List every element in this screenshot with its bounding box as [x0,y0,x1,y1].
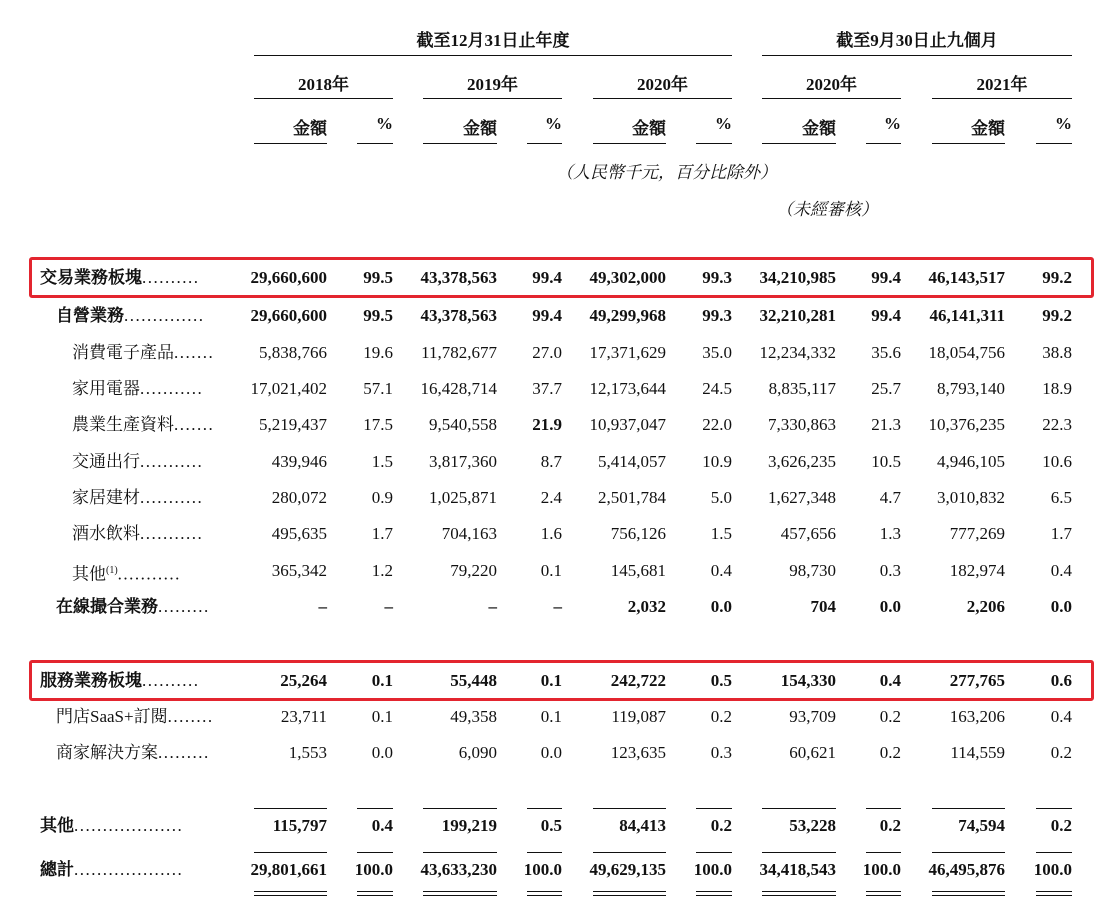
percent-cell: 10.9 [702,452,732,471]
percent-cell: 1.3 [879,524,901,543]
percent-cell: 1.7 [371,524,393,543]
percent-cell: 0.4 [1050,561,1072,580]
total-double-rule [423,891,497,896]
header-amount-label: 金額 [293,119,327,138]
total-rule [254,808,327,809]
header-percent-rule [696,143,732,144]
amount-cell: 49,299,968 [589,306,666,325]
amount-cell: 3,010,832 [937,488,1005,507]
amount-cell: 495,635 [271,524,327,543]
percent-cell: 0.0 [1050,597,1072,616]
amount-cell: 199,219 [441,816,497,835]
row-label-text: 商家解決方案 [56,743,158,762]
leader-dots: ........... [117,564,181,584]
percent-cell: 0.2 [1050,816,1072,835]
amount-cell: 93,709 [789,707,836,726]
amount-cell: 3,626,235 [768,452,836,471]
total-double-rule [696,891,732,896]
percent-cell: 0.1 [371,707,393,726]
percent-cell: 0.9 [371,488,393,507]
amount-cell: 43,378,563 [420,306,497,325]
header-amount-label: 金額 [971,119,1005,138]
percent-cell: 0.0 [371,743,393,762]
percent-cell: 35.0 [702,343,732,362]
leader-dots: ....... [174,343,215,362]
percent-cell: 0.0 [879,597,901,616]
amount-cell: 119,087 [611,707,666,726]
row-label-text: 農業生產資料 [72,415,174,434]
row-label [72,338,214,368]
leader-dots: ........... [140,524,204,543]
year-rule-2018 [254,98,393,99]
percent-cell: 6.5 [1050,488,1072,507]
amount-cell: 32,210,281 [759,306,836,325]
percent-cell: 0.2 [1050,743,1072,762]
percent-cell: 2.4 [540,488,562,507]
highlight-box [29,660,1094,701]
percent-cell: 0.2 [879,743,901,762]
row-label [56,738,210,768]
percent-cell: 0.2 [879,816,901,835]
amount-cell: 439,946 [271,452,327,471]
amount-cell: 182,974 [949,561,1005,580]
amount-cell: 49,358 [450,707,497,726]
percent-cell: 19.6 [363,343,393,362]
percent-cell: 10.6 [1042,452,1072,471]
leader-dots: ......... [158,597,210,616]
percent-cell: 99.2 [1042,268,1072,287]
percent-cell: 99.3 [702,306,732,325]
amount-cell: 163,206 [949,707,1005,726]
amount-cell: 43,378,563 [420,268,497,287]
row-label [72,519,203,549]
percent-cell: 21.9 [532,415,562,434]
total-top-rule [932,852,1005,853]
percent-cell: 0.3 [710,743,732,762]
percent-cell: 0.5 [710,671,732,690]
row-label [72,483,203,513]
amount-cell: 43,633,230 [420,860,497,879]
percent-cell: – [384,597,393,616]
percent-cell: 1.5 [371,452,393,471]
total-top-rule [762,852,836,853]
amount-cell: 4,946,105 [937,452,1005,471]
header-amount-rule [932,143,1005,144]
amount-cell: 46,143,517 [928,268,1005,287]
total-rule [866,808,901,809]
table-row [0,338,1103,368]
percent-cell: 1.5 [710,524,732,543]
percent-cell: 0.1 [540,561,562,580]
total-top-rule [423,852,497,853]
table-row [0,519,1103,549]
percent-cell: 0.4 [879,671,901,690]
amount-cell: 17,371,629 [589,343,666,362]
row-label-text: 在線撮合業務 [56,597,158,616]
percent-cell: 24.5 [702,379,732,398]
header-group-nine-months: 截至9月30日止九個月 [836,31,998,50]
amount-cell: 10,376,235 [928,415,1005,434]
amount-cell: 29,660,600 [250,268,327,287]
unit-note: （人民幣千元，百分比除外） [556,163,777,182]
amount-cell: 55,448 [450,671,497,690]
percent-cell: 0.5 [540,816,562,835]
total-double-rule [254,891,327,896]
total-rule [932,808,1005,809]
total-double-rule [1036,891,1072,896]
percent-cell: 0.2 [879,707,901,726]
header-amount-label: 金額 [632,119,666,138]
amount-cell: 11,782,677 [421,343,497,362]
total-top-rule [527,852,562,853]
amount-cell: 29,801,661 [250,860,327,879]
amount-cell: 34,418,543 [759,860,836,879]
amount-cell: 756,126 [610,524,666,543]
amount-cell: 79,220 [450,561,497,580]
percent-cell: 99.2 [1042,306,1072,325]
amount-cell: 1,025,871 [429,488,497,507]
row-label-text: 門店SaaS+訂閱 [56,707,168,726]
amount-cell: 7,330,863 [768,415,836,434]
amount-cell: 98,730 [789,561,836,580]
header-percent-label: % [715,114,732,133]
amount-cell: 34,210,985 [759,268,836,287]
row-label [72,447,203,477]
table-row [0,447,1103,477]
header-percent-rule [866,143,901,144]
table-row [0,483,1103,513]
percent-cell: 1.6 [540,524,562,543]
percent-cell: 99.4 [532,306,562,325]
year-rule-2019 [423,98,562,99]
amount-cell: 8,835,117 [768,379,836,398]
amount-cell: 53,228 [789,816,836,835]
amount-cell: 9,540,558 [429,415,497,434]
leader-dots: ................... [74,860,184,879]
highlight-box [29,257,1094,298]
amount-cell: 114,559 [950,743,1005,762]
amount-cell: 280,072 [271,488,327,507]
percent-cell: 0.1 [540,671,562,690]
amount-cell: 277,765 [949,671,1005,690]
percent-cell: 0.0 [540,743,562,762]
total-top-rule [357,852,393,853]
amount-cell: 18,054,756 [928,343,1005,362]
row-label [56,592,210,622]
header-amount-label: 金額 [802,119,836,138]
header-group-annual-rule [254,55,732,56]
row-label-text: 酒水飲料 [72,524,140,543]
table-row [0,410,1103,440]
amount-cell: 12,234,332 [759,343,836,362]
total-rule [762,808,836,809]
percent-cell: 100.0 [354,860,393,879]
total-rule [696,808,732,809]
amount-cell: 46,141,311 [929,306,1005,325]
percent-cell: 35.6 [871,343,901,362]
percent-cell: 0.4 [371,816,393,835]
percent-cell: 0.4 [1050,707,1072,726]
row-label-text: 交易業務板塊 [40,268,142,287]
leader-dots: .............. [124,306,205,325]
header-group-nine-months-rule [762,55,1072,56]
percent-cell: 27.0 [532,343,562,362]
amount-cell: 6,090 [458,743,497,762]
amount-cell: 242,722 [610,671,666,690]
percent-cell: 0.2 [710,816,732,835]
header-percent-label: % [1055,114,1072,133]
header-amount-rule [423,143,497,144]
leader-dots: ........... [140,379,204,398]
footnote-marker: (1) [106,565,118,576]
percent-cell: 37.7 [532,379,562,398]
header-amount-label: 金額 [463,119,497,138]
total-double-rule [932,891,1005,896]
header-year-2021-nine-months: 2021年 [976,75,1028,94]
row-label [72,410,214,440]
percent-cell: 99.3 [702,268,732,287]
amount-cell: 123,635 [610,743,666,762]
amount-cell: 84,413 [619,816,666,835]
amount-cell: – [488,597,497,616]
amount-cell: 46,495,876 [928,860,1005,879]
amount-cell: 704 [810,597,836,616]
header-year-2020: 2020年 [637,75,688,94]
row-label-text: 服務業務板塊 [40,671,142,690]
year-rule-2020-nine [762,98,901,99]
amount-cell: – [318,597,327,616]
amount-cell: 115,797 [272,816,327,835]
amount-cell: 74,594 [958,816,1005,835]
amount-cell: 25,264 [280,671,327,690]
percent-cell: 5.0 [710,488,732,507]
header-percent-rule [527,143,562,144]
percent-cell: 0.4 [710,561,732,580]
header-year-2020-nine-months: 2020年 [806,75,857,94]
total-double-rule [762,891,836,896]
row-label-text: 自營業務 [56,306,124,325]
percent-cell: 10.5 [871,452,901,471]
header-group-annual: 截至12月31日止年度 [416,31,570,50]
row-label-text: 交通出行 [72,452,140,471]
amount-cell: 3,817,360 [429,452,497,471]
percent-cell: 0.6 [1050,671,1072,690]
amount-cell: 704,163 [441,524,497,543]
percent-cell: 100.0 [523,860,562,879]
total-rule [527,808,562,809]
percent-cell: 100.0 [862,860,901,879]
amount-cell: 29,660,600 [250,306,327,325]
row-label-text: 消費電子產品 [72,343,174,362]
percent-cell: 99.4 [871,306,901,325]
row-label [72,556,181,590]
leader-dots: .......... [142,671,200,690]
amount-cell: 777,269 [949,524,1005,543]
table-row [0,702,1103,732]
table-row [0,556,1103,586]
year-rule-2020 [593,98,732,99]
amount-cell: 5,838,766 [259,343,327,362]
amount-cell: 10,937,047 [589,415,666,434]
table-row [0,592,1103,622]
amount-cell: 23,711 [280,707,327,726]
total-double-rule [593,891,666,896]
amount-cell: 365,342 [271,561,327,580]
row-label [56,702,214,732]
amount-cell: 60,621 [789,743,836,762]
total-top-rule [1036,852,1072,853]
amount-cell: 12,173,644 [589,379,666,398]
leader-dots: .......... [142,268,200,287]
table-row [0,301,1103,331]
total-rule [423,808,497,809]
total-double-rule [527,891,562,896]
amount-cell: 1,553 [288,743,327,762]
percent-cell: 99.5 [363,268,393,287]
header-percent-rule [357,143,393,144]
percent-cell: 99.5 [363,306,393,325]
header-percent-label: % [376,114,393,133]
leader-dots: ........ [167,707,214,726]
header-percent-label: % [884,114,901,133]
unaudited-note: （未經審核） [776,200,878,219]
percent-cell: 25.7 [871,379,901,398]
leader-dots: ....... [174,415,215,434]
percent-cell: 18.9 [1042,379,1072,398]
leader-dots: ................... [74,816,184,835]
header-year-2019: 2019年 [467,75,518,94]
amount-cell: 145,681 [610,561,666,580]
amount-cell: 16,428,714 [420,379,497,398]
header-percent-label: % [545,114,562,133]
amount-cell: 49,302,000 [589,268,666,287]
row-label [72,374,203,404]
percent-cell: 1.2 [371,561,393,580]
total-double-rule [357,891,393,896]
percent-cell: 100.0 [693,860,732,879]
amount-cell: 49,629,135 [589,860,666,879]
table-row [0,738,1103,768]
amount-cell: 5,414,057 [598,452,666,471]
row-label-text: 家用電器 [72,379,140,398]
amount-cell: 1,627,348 [768,488,836,507]
percent-cell: 22.3 [1042,415,1072,434]
leader-dots: ........... [140,452,204,471]
amount-cell: 8,793,140 [937,379,1005,398]
total-rule [357,808,393,809]
percent-cell: 100.0 [1033,860,1072,879]
year-rule-2021-nine [932,98,1072,99]
percent-cell: 17.5 [363,415,393,434]
total-rule [593,808,666,809]
percent-cell: 0.1 [371,671,393,690]
header-amount-rule [254,143,327,144]
percent-cell: 1.7 [1050,524,1072,543]
total-top-rule [696,852,732,853]
table-row [0,374,1103,404]
percent-cell: – [553,597,562,616]
amount-cell: 154,330 [780,671,836,690]
amount-cell: 457,656 [780,524,836,543]
row-label [40,855,183,885]
percent-cell: 4.7 [879,488,901,507]
table-row [0,811,1103,841]
percent-cell: 0.1 [540,707,562,726]
percent-cell: 38.8 [1042,343,1072,362]
amount-cell: 2,206 [966,597,1005,616]
percent-cell: 22.0 [702,415,732,434]
percent-cell: 99.4 [532,268,562,287]
percent-cell: 99.4 [871,268,901,287]
amount-cell: 2,501,784 [598,488,666,507]
percent-cell: 21.3 [871,415,901,434]
leader-dots: ......... [158,743,210,762]
row-label-text: 其他 [40,816,74,835]
header-percent-rule [1036,143,1072,144]
row-label-text: 其他 [72,564,106,584]
row-label [56,301,205,331]
leader-dots: ........... [140,488,204,507]
percent-cell: 0.3 [879,561,901,580]
header-year-2018: 2018年 [298,75,349,94]
total-double-rule [866,891,901,896]
amount-cell: 2,032 [627,597,666,616]
total-top-rule [866,852,901,853]
amount-cell: 17,021,402 [250,379,327,398]
percent-cell: 0.2 [710,707,732,726]
header-amount-rule [593,143,666,144]
header-amount-rule [762,143,836,144]
row-label [40,811,183,841]
table-row [0,855,1103,885]
amount-cell: 5,219,437 [259,415,327,434]
row-label-text: 家居建材 [72,488,140,507]
total-top-rule [254,852,327,853]
percent-cell: 57.1 [363,379,393,398]
total-rule [1036,808,1072,809]
row-label-text: 總計 [40,860,74,879]
percent-cell: 0.0 [710,597,732,616]
percent-cell: 8.7 [540,452,562,471]
total-top-rule [593,852,666,853]
